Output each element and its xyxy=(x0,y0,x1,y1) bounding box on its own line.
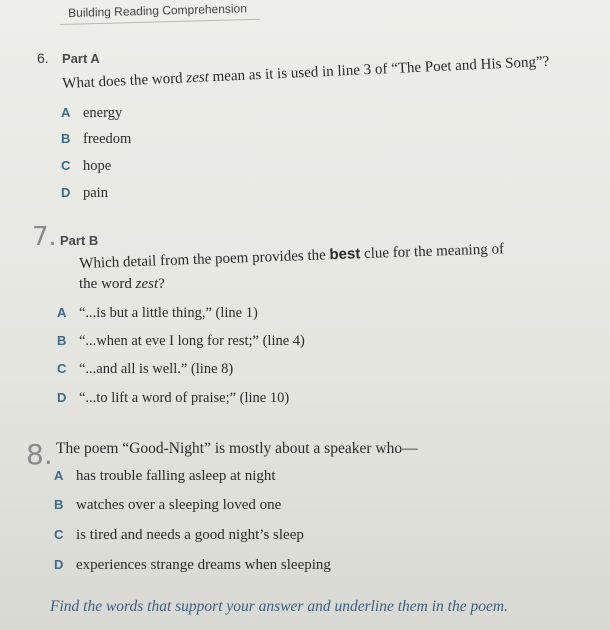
choice-text: watches over a sleeping loved one xyxy=(76,497,282,513)
question-6-part-label: Part A xyxy=(62,51,100,66)
choice-letter: C xyxy=(54,527,64,542)
question-7-choice-b[interactable] xyxy=(57,333,305,350)
question-8-handwritten-number: 8. xyxy=(26,438,53,471)
instruction-text: Find the words that support your answer and underline them in the poem. xyxy=(50,598,508,615)
choice-text: is tired and needs a good night’s sleep xyxy=(76,527,304,543)
choice-text: experiences strange dreams when sleeping xyxy=(76,557,331,573)
choice-letter: A xyxy=(54,468,64,483)
choice-text: energy xyxy=(83,105,123,121)
choice-text: freedom xyxy=(83,131,132,147)
choice-letter: A xyxy=(61,105,71,120)
choice-text: has trouble falling asleep at night xyxy=(76,468,276,484)
question-7-stem-line-1: Which detail from the poem provides the best clue for the meaning of xyxy=(79,241,505,272)
question-8-choice-d[interactable] xyxy=(54,557,331,574)
choice-letter: B xyxy=(57,333,67,348)
question-7-choice-d[interactable] xyxy=(57,390,289,407)
question-7-stem-line-2: the word zest? xyxy=(79,276,165,292)
question-8-choice-b[interactable] xyxy=(54,497,281,514)
header-rule xyxy=(60,19,260,25)
choice-text: “...to lift a word of praise;” (line 10) xyxy=(79,390,290,406)
choice-text: “...when at eve I long for rest;” (line 4) xyxy=(79,333,305,349)
choice-text: “...and all is well.” (line 8) xyxy=(79,361,234,377)
question-8-choice-c[interactable] xyxy=(54,527,304,544)
question-7-part-label: Part B xyxy=(60,233,99,248)
choice-letter: B xyxy=(54,497,64,512)
question-6-choice-c[interactable] xyxy=(61,158,111,175)
choice-letter: D xyxy=(61,185,71,200)
question-6-choice-d[interactable] xyxy=(61,185,108,202)
question-8-stem: The poem “Good-Night” is mostly about a speaker who— xyxy=(56,440,418,457)
question-7-choice-c[interactable] xyxy=(57,361,233,378)
choice-letter: C xyxy=(57,361,67,376)
choice-text: hope xyxy=(83,158,112,174)
question-7-handwritten-number: 7. xyxy=(32,222,57,252)
question-7-choice-a[interactable] xyxy=(57,305,258,322)
page-header: Building Reading Comprehension xyxy=(68,1,248,20)
question-6-number: 6. xyxy=(37,50,49,66)
choice-letter: A xyxy=(57,305,67,320)
choice-letter: B xyxy=(61,131,71,146)
choice-text: “...is but a little thing,” (line 1) xyxy=(79,305,258,321)
choice-letter: D xyxy=(54,557,64,572)
question-6-stem: What does the word zest mean as it is used in line 3 of “The Poet and His Song”? xyxy=(62,53,550,92)
question-6-choice-b[interactable] xyxy=(61,131,131,148)
question-8-choice-a[interactable] xyxy=(54,468,276,485)
choice-letter: D xyxy=(57,390,67,405)
choice-letter: C xyxy=(61,158,71,173)
choice-text: pain xyxy=(83,185,108,201)
question-6-choice-a[interactable] xyxy=(61,105,122,122)
